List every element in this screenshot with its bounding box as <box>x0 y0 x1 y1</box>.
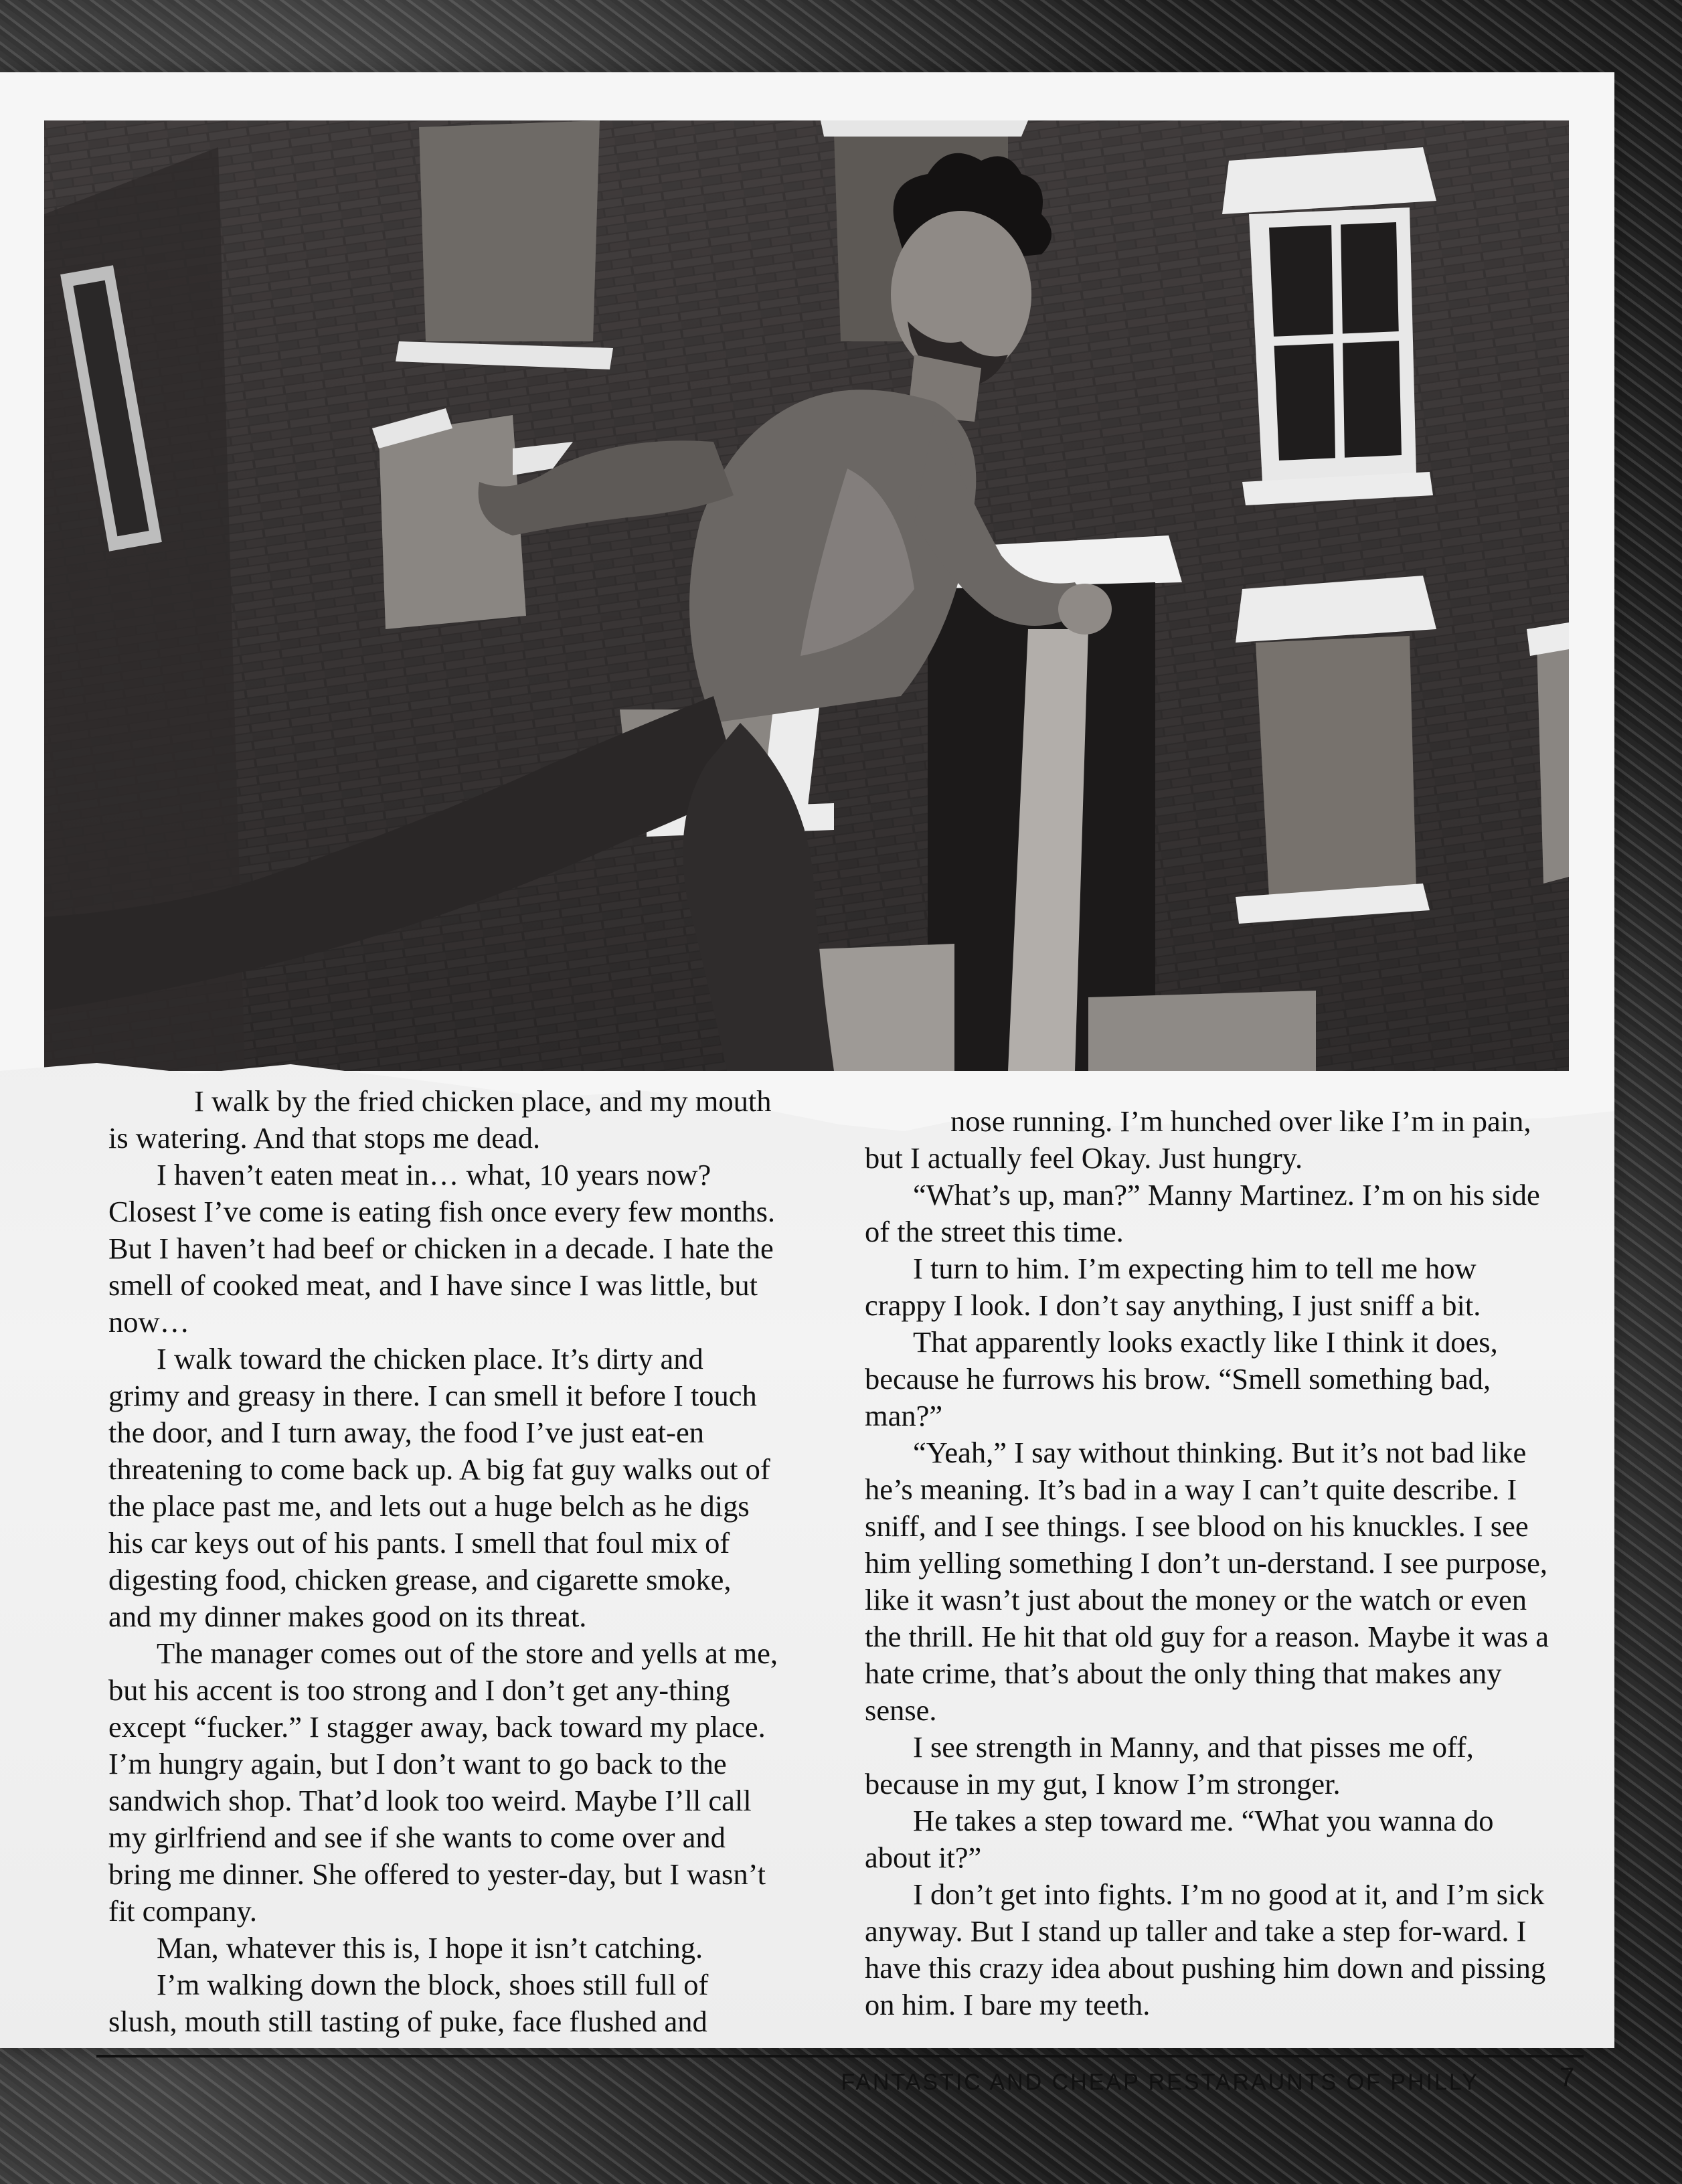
story-paragraph: I’m walking down the block, shoes still full of slush, mouth still tasting of puke, face flushed and <box>108 1968 709 2038</box>
story-left-column <box>108 1083 778 2040</box>
story-paragraph: nose running. I’m hunched over like I’m in pain, but I actually feel Okay. Just hungry. <box>865 1104 1531 1175</box>
page-number: 7 <box>1560 2063 1575 2092</box>
running-title: FANTASTIC AND CHEAP RESTARAUNTS OF PHILLY <box>841 2070 1479 2095</box>
story-paragraph: He takes a step toward me. “What you wanna do about it?” <box>865 1804 1494 1874</box>
story-paragraph: The manager comes out of the store and yells at me, but his accent is too strong and I don’t get any-thing except “fucker.” I stagger away, back toward my place. I’m hungry again, but I don’t want to go back to the sandwich shop. That’d look too weird. Maybe I’ll call my girlfriend and see if she wants to come over and bring me dinner. She offered to yester-day, but I wasn’t fit company. <box>108 1636 778 1928</box>
story-photo <box>44 120 1569 1071</box>
story-paragraph: I see strength in Manny, and that pisses me off, because in my gut, I know I’m stronger. <box>865 1730 1474 1800</box>
story-paragraph: That apparently looks exactly like I think it does, because he furrows his brow. “Smell something bad, man?” <box>865 1325 1498 1432</box>
story-paragraph: “What’s up, man?” Manny Martinez. I’m on his side of the street this time. <box>865 1178 1540 1248</box>
running-man-photo-icon <box>44 120 1569 1071</box>
story-paragraph: I walk by the fried chicken place, and my mouth is watering. And that stops me dead. <box>108 1084 772 1155</box>
story-paragraph: I turn to him. I’m expecting him to tell me how crappy I look. I don’t say anything, I just sniff a bit. <box>865 1252 1481 1322</box>
footer-rule <box>96 2055 1584 2057</box>
story-paragraph: I don’t get into fights. I’m no good at it, and I’m sick anyway. But I stand up taller and take a step for-ward. I have this crazy idea about pushing him down and pissing on him. I bare my teeth. <box>865 1877 1546 2021</box>
story-paragraph: I haven’t eaten meat in… what, 10 years now? Closest I’ve come is eating fish once every few months. But I haven’t had beef or chicken in a decade. I hate the smell of cooked meat, and I have since I was little, but now… <box>108 1158 776 1339</box>
story-right-column <box>865 1103 1560 2023</box>
story-paragraph: Man, whatever this is, I hope it isn’t catching. <box>157 1931 703 1964</box>
story-paragraph: “Yeah,” I say without thinking. But it’s not bad like he’s meaning. It’s bad in a way I can’t quite describe. I sniff, and I see things. I see blood on his knuckles. I see him yelling something I don’t un-derstand. I see purpose, like it wasn’t just about the money or the watch or even the thrill. He hit that old guy for a reason. Maybe it was a hate crime, that’s about the only thing that makes any sense. <box>865 1436 1549 1727</box>
story-paragraph: I walk toward the chicken place. It’s dirty and grimy and greasy in there. I can smell it before I touch the door, and I turn away, the food I’ve just eat-en threatening to come back up. A big fat guy walks out of the place past me, and lets out a huge belch as he digs his car keys out of his pants. I smell that foul mix of digesting food, chicken grease, and cigarette smoke, and my dinner makes good on its threat. <box>108 1342 770 1633</box>
